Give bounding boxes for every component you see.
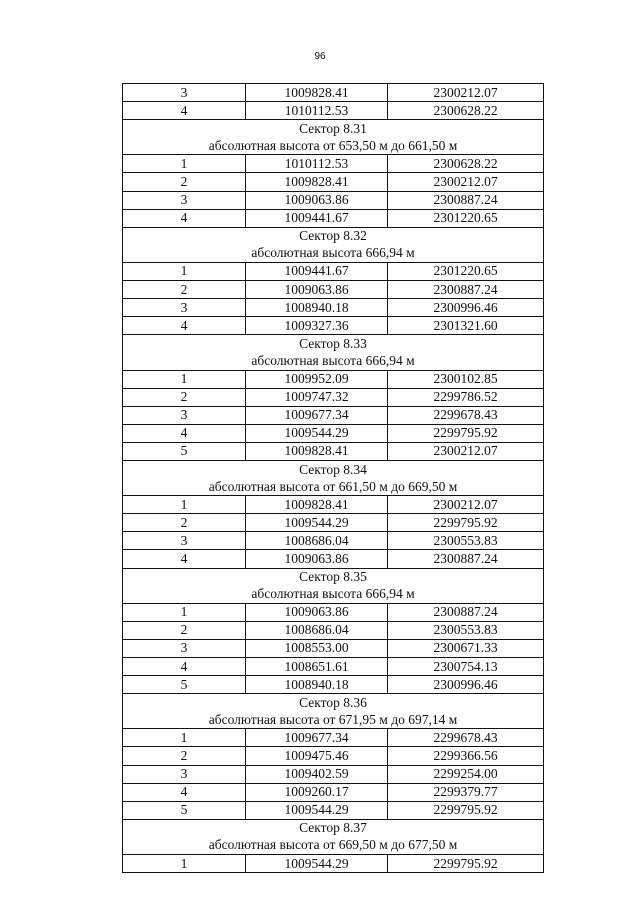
coordinate-x: 1008686.04 [246, 532, 388, 550]
coordinate-y: 2300212.07 [388, 173, 544, 191]
point-number: 1 [123, 496, 246, 514]
table-row [123, 603, 544, 621]
coordinate-x: 1008553.00 [246, 639, 388, 657]
coordinate-x: 1009063.86 [246, 191, 388, 209]
coordinate-x: 1008651.61 [246, 658, 388, 676]
sector-height-row [123, 137, 544, 155]
point-number: 1 [123, 262, 246, 280]
point-number: 2 [123, 621, 246, 639]
table-row [123, 514, 544, 532]
coordinate-x: 1009063.86 [246, 281, 388, 299]
coordinate-y: 2300553.83 [388, 532, 544, 550]
point-number: 4 [123, 102, 246, 120]
table-row [123, 783, 544, 801]
point-number: 4 [123, 783, 246, 801]
table-row [123, 262, 544, 280]
coordinate-y: 2300887.24 [388, 550, 544, 568]
coordinate-x: 1009402.59 [246, 765, 388, 783]
table-row [123, 209, 544, 227]
coordinate-x: 1009828.41 [246, 442, 388, 460]
point-number: 3 [123, 765, 246, 783]
table-row [123, 729, 544, 747]
point-number: 4 [123, 550, 246, 568]
coordinate-x: 1009063.86 [246, 550, 388, 568]
sector-height-row [123, 837, 544, 855]
point-number: 2 [123, 514, 246, 532]
coordinate-x: 1009441.67 [246, 209, 388, 227]
sector-title: Сектор 8.37 [123, 819, 544, 837]
table-row [123, 496, 544, 514]
coordinate-y: 2299678.43 [388, 406, 544, 424]
coordinate-y: 2299795.92 [388, 801, 544, 819]
point-number: 1 [123, 370, 246, 388]
sector-height: абсолютная высота от 653,50 м до 661,50 м [123, 137, 544, 155]
sector-title: Сектор 8.31 [123, 120, 544, 138]
table-row [123, 370, 544, 388]
sector-height-row [123, 586, 544, 604]
coordinate-x: 1009828.41 [246, 173, 388, 191]
sector-height-row [123, 245, 544, 263]
table-row [123, 281, 544, 299]
sector-title: Сектор 8.32 [123, 227, 544, 245]
coordinate-y: 2300887.24 [388, 281, 544, 299]
sector-title: Сектор 8.34 [123, 460, 544, 478]
sector-height-row [123, 352, 544, 370]
sector-height: абсолютная высота от 671,95 м до 697,14 м [123, 711, 544, 729]
sector-title-row [123, 460, 544, 478]
table-row [123, 676, 544, 694]
sector-height: абсолютная высота 666,94 м [123, 352, 544, 370]
coordinate-y: 2300628.22 [388, 102, 544, 120]
table-row [123, 173, 544, 191]
coordinate-x: 1009441.67 [246, 262, 388, 280]
coordinate-y: 2301220.65 [388, 262, 544, 280]
table-row [123, 621, 544, 639]
sector-title: Сектор 8.36 [123, 694, 544, 712]
point-number: 5 [123, 801, 246, 819]
coordinate-x: 1009952.09 [246, 370, 388, 388]
sector-height: абсолютная высота 666,94 м [123, 245, 544, 263]
coordinate-x: 1010112.53 [246, 155, 388, 173]
coordinate-x: 1009063.86 [246, 603, 388, 621]
sector-height-row [123, 478, 544, 496]
table-row [123, 299, 544, 317]
table-row [123, 442, 544, 460]
table-row [123, 155, 544, 173]
sector-title: Сектор 8.33 [123, 335, 544, 353]
coordinate-x: 1009677.34 [246, 729, 388, 747]
coordinate-x: 1009260.17 [246, 783, 388, 801]
table-row [123, 550, 544, 568]
point-number: 4 [123, 209, 246, 227]
point-number: 4 [123, 317, 246, 335]
point-number: 2 [123, 747, 246, 765]
coordinate-y: 2299379.77 [388, 783, 544, 801]
point-number: 3 [123, 84, 246, 102]
coordinate-x: 1009677.34 [246, 406, 388, 424]
table-row [123, 424, 544, 442]
sector-height: абсолютная высота от 669,50 м до 677,50 м [123, 837, 544, 855]
point-number: 2 [123, 173, 246, 191]
point-number: 3 [123, 639, 246, 657]
point-number: 2 [123, 388, 246, 406]
coordinate-y: 2299795.92 [388, 514, 544, 532]
point-number: 5 [123, 442, 246, 460]
sector-title-row [123, 819, 544, 837]
point-number: 1 [123, 855, 246, 873]
sector-title: Сектор 8.35 [123, 568, 544, 586]
page-number: 96 [314, 51, 326, 62]
sector-title-row [123, 335, 544, 353]
coordinate-y: 2300212.07 [388, 84, 544, 102]
coordinate-y: 2299786.52 [388, 388, 544, 406]
table-row [123, 765, 544, 783]
coordinate-x: 1008940.18 [246, 676, 388, 694]
sector-title-row [123, 568, 544, 586]
coordinate-y: 2300628.22 [388, 155, 544, 173]
table-row [123, 639, 544, 657]
coordinate-x: 1009747.32 [246, 388, 388, 406]
coordinate-y: 2299366.56 [388, 747, 544, 765]
table-row [123, 801, 544, 819]
coordinate-y: 2300671.33 [388, 639, 544, 657]
coordinate-y: 2300996.46 [388, 676, 544, 694]
table-row [123, 84, 544, 102]
coordinate-y: 2299678.43 [388, 729, 544, 747]
point-number: 4 [123, 658, 246, 676]
point-number: 5 [123, 676, 246, 694]
table-row [123, 102, 544, 120]
table-row [123, 747, 544, 765]
coordinate-y: 2300212.07 [388, 442, 544, 460]
table-row [123, 388, 544, 406]
table-row [123, 532, 544, 550]
point-number: 1 [123, 603, 246, 621]
table-row [123, 855, 544, 873]
coordinates-table [122, 83, 544, 873]
sector-height: абсолютная высота от 661,50 м до 669,50 м [123, 478, 544, 496]
sector-height-row [123, 711, 544, 729]
table-row [123, 191, 544, 209]
table-row [123, 317, 544, 335]
coordinate-y: 2300553.83 [388, 621, 544, 639]
coordinate-y: 2299254.00 [388, 765, 544, 783]
coordinates-table-body [123, 84, 544, 873]
table-row [123, 658, 544, 676]
point-number: 3 [123, 299, 246, 317]
coordinate-y: 2299795.92 [388, 855, 544, 873]
coordinate-y: 2299795.92 [388, 424, 544, 442]
point-number: 4 [123, 424, 246, 442]
point-number: 3 [123, 532, 246, 550]
coordinate-y: 2300996.46 [388, 299, 544, 317]
coordinate-y: 2301321.60 [388, 317, 544, 335]
point-number: 3 [123, 406, 246, 424]
sector-title-row [123, 120, 544, 138]
sector-title-row [123, 227, 544, 245]
coordinate-x: 1008940.18 [246, 299, 388, 317]
coordinate-x: 1009327.36 [246, 317, 388, 335]
coordinate-x: 1009475.46 [246, 747, 388, 765]
table-row [123, 406, 544, 424]
coordinate-x: 1009544.29 [246, 855, 388, 873]
coordinate-y: 2300887.24 [388, 603, 544, 621]
coordinate-y: 2300212.07 [388, 496, 544, 514]
point-number: 3 [123, 191, 246, 209]
point-number: 1 [123, 155, 246, 173]
coordinate-x: 1009828.41 [246, 84, 388, 102]
coordinate-x: 1009544.29 [246, 514, 388, 532]
coordinate-y: 2300102.85 [388, 370, 544, 388]
coordinate-y: 2301220.65 [388, 209, 544, 227]
sector-height: абсолютная высота 666,94 м [123, 586, 544, 604]
coordinate-y: 2300887.24 [388, 191, 544, 209]
sector-title-row [123, 694, 544, 712]
coordinate-x: 1008686.04 [246, 621, 388, 639]
coordinate-x: 1010112.53 [246, 102, 388, 120]
coordinate-x: 1009544.29 [246, 424, 388, 442]
coordinate-y: 2300754.13 [388, 658, 544, 676]
coordinate-x: 1009544.29 [246, 801, 388, 819]
point-number: 1 [123, 729, 246, 747]
point-number: 2 [123, 281, 246, 299]
coordinate-x: 1009828.41 [246, 496, 388, 514]
